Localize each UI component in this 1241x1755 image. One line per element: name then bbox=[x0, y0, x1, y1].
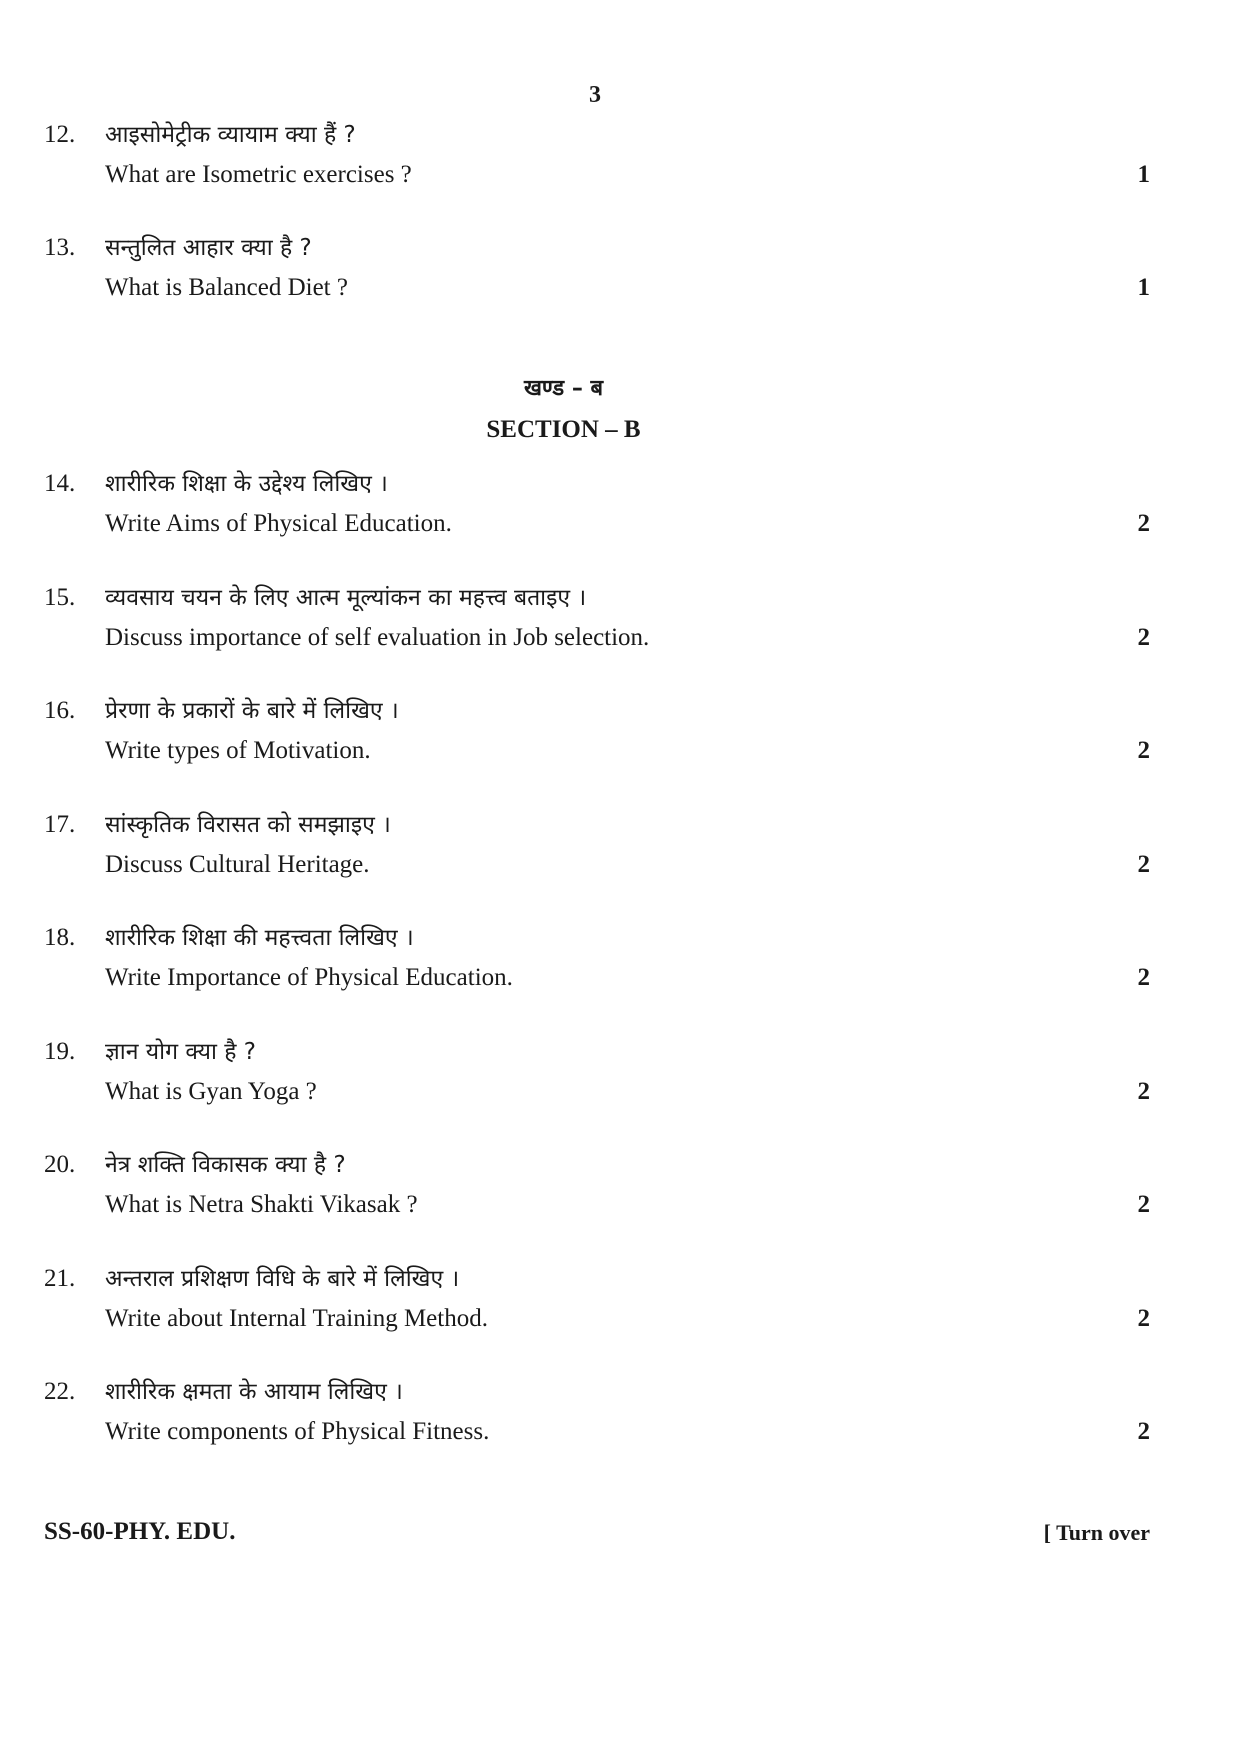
question-text-english: What is Gyan Yoga ? bbox=[105, 1078, 317, 1105]
question-text-hindi: शारीरिक शिक्षा की महत्त्वता लिखिए । bbox=[105, 925, 414, 951]
question-21 bbox=[44, 1261, 1150, 1351]
question-text-english: What is Netra Shakti Vikasak ? bbox=[105, 1191, 418, 1218]
question-14 bbox=[44, 466, 1150, 556]
question-20 bbox=[44, 1147, 1150, 1237]
question-number: 20. bbox=[44, 1151, 76, 1178]
question-text-english: Discuss importance of self evaluation in Job selection. bbox=[105, 624, 650, 651]
paper-code: SS-60-PHY. EDU. bbox=[44, 1518, 236, 1545]
question-text-hindi: सन्तुलित आहार क्या है ? bbox=[105, 235, 312, 261]
turn-over-note: [ Turn over bbox=[1043, 1520, 1150, 1545]
question-number: 15. bbox=[44, 584, 76, 611]
page-number: 3 bbox=[589, 82, 601, 108]
question-text-english: What is Balanced Diet ? bbox=[105, 274, 348, 301]
question-number: 18. bbox=[44, 924, 76, 951]
question-number: 13. bbox=[44, 234, 76, 261]
question-text-english: Write about Internal Training Method. bbox=[105, 1305, 488, 1332]
question-marks: 2 bbox=[1137, 1305, 1150, 1332]
question-text-hindi: सांस्कृतिक विरासत को समझाइए । bbox=[105, 812, 391, 838]
question-marks: 2 bbox=[1137, 851, 1150, 878]
question-22 bbox=[44, 1374, 1150, 1464]
question-text-english: Write Aims of Physical Education. bbox=[105, 510, 452, 537]
question-text-english: What are Isometric exercises ? bbox=[105, 161, 412, 188]
question-marks: 2 bbox=[1137, 737, 1150, 764]
question-text-hindi: शारीरिक क्षमता के आयाम लिखिए । bbox=[105, 1379, 403, 1405]
question-marks: 1 bbox=[1137, 161, 1150, 188]
question-15 bbox=[44, 580, 1150, 670]
question-number: 21. bbox=[44, 1265, 76, 1292]
question-text-hindi: अन्तराल प्रशिक्षण विधि के बारे में लिखिए । bbox=[105, 1266, 460, 1292]
question-number: 16. bbox=[44, 697, 76, 724]
section-heading-hindi: खण्ड – ब bbox=[523, 376, 604, 401]
question-18 bbox=[44, 920, 1150, 1010]
question-text-hindi: प्रेरणा के प्रकारों के बारे में लिखिए । bbox=[105, 698, 399, 724]
question-text-hindi: ज्ञान योग क्या है ? bbox=[105, 1039, 256, 1065]
question-text-hindi: व्यवसाय चयन के लिए आत्म मूल्यांकन का महत्त्व बताइए । bbox=[105, 585, 587, 611]
question-16 bbox=[44, 693, 1150, 783]
question-number: 12. bbox=[44, 121, 76, 148]
question-12 bbox=[44, 117, 1150, 207]
question-text-english: Write Importance of Physical Education. bbox=[105, 964, 513, 991]
question-number: 19. bbox=[44, 1038, 76, 1065]
question-13 bbox=[44, 230, 1150, 320]
question-text-hindi: नेत्र शक्ति विकासक क्या है ? bbox=[105, 1152, 346, 1178]
question-marks: 2 bbox=[1137, 624, 1150, 651]
question-text-hindi: आइसोमेट्रीक व्यायाम क्या हैं ? bbox=[105, 122, 356, 148]
question-marks: 2 bbox=[1137, 1418, 1150, 1445]
question-19 bbox=[44, 1034, 1150, 1124]
question-17 bbox=[44, 807, 1150, 897]
question-marks: 2 bbox=[1137, 1191, 1150, 1218]
question-number: 14. bbox=[44, 470, 76, 497]
question-marks: 2 bbox=[1137, 964, 1150, 991]
question-marks: 2 bbox=[1137, 510, 1150, 537]
question-text-hindi: शारीरिक शिक्षा के उद्देश्य लिखिए । bbox=[105, 471, 388, 497]
question-number: 22. bbox=[44, 1378, 76, 1405]
question-marks: 1 bbox=[1137, 274, 1150, 301]
question-number: 17. bbox=[44, 811, 76, 838]
question-marks: 2 bbox=[1137, 1078, 1150, 1105]
question-text-english: Discuss Cultural Heritage. bbox=[105, 851, 370, 878]
question-text-english: Write types of Motivation. bbox=[105, 737, 371, 764]
section-heading: SECTION – B bbox=[486, 416, 641, 443]
question-text-english: Write components of Physical Fitness. bbox=[105, 1418, 490, 1445]
